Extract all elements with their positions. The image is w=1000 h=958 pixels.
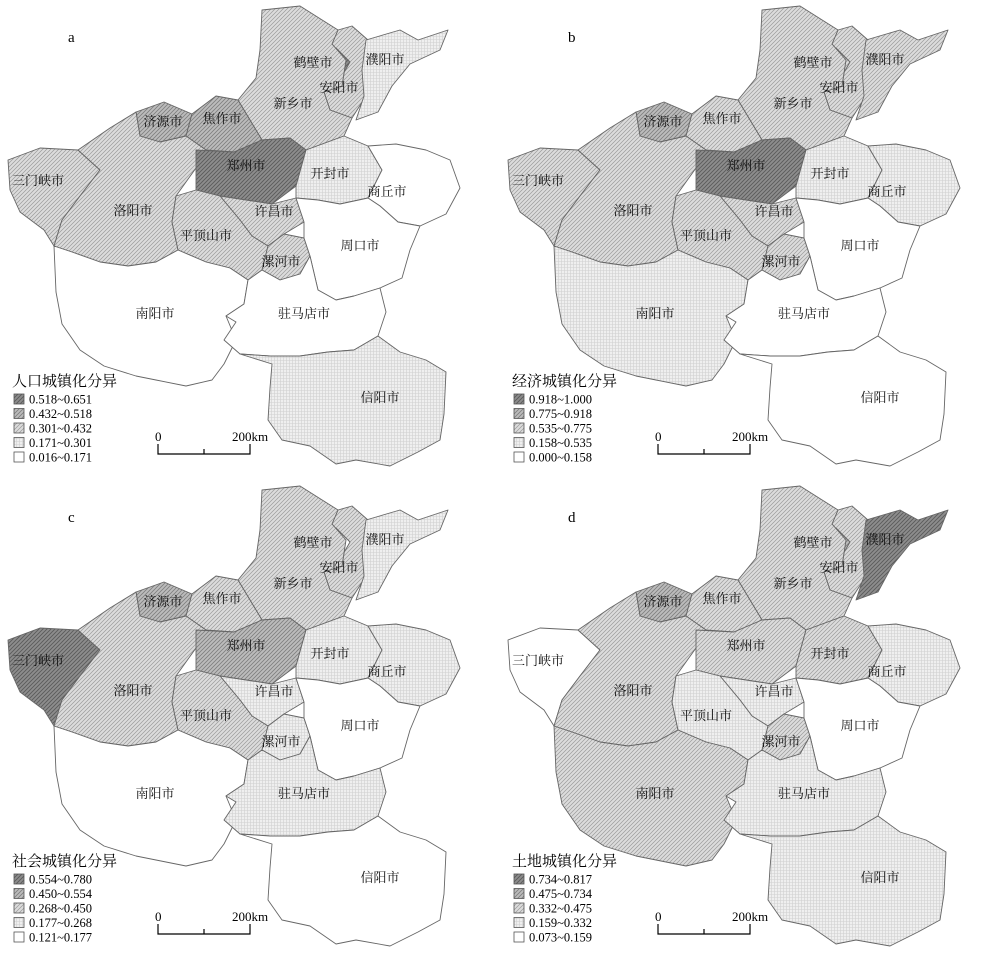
- city-label-anyang: 安阳市: [819, 561, 859, 576]
- city-label-luoyang: 洛阳市: [113, 684, 153, 699]
- legend-label-2: 0.450~0.554: [29, 887, 93, 901]
- city-label-jiyuan: 济源市: [143, 595, 183, 610]
- legend-swatch-1: [514, 394, 524, 404]
- city-label-anyang: 安阳市: [819, 81, 859, 96]
- legend-label-5: 0.073~0.159: [529, 930, 593, 945]
- legend-title: 人口城镇化分异: [12, 372, 118, 390]
- city-label-shangqiu: 商丘市: [367, 665, 407, 680]
- city-label-shangqiu: 商丘市: [867, 665, 907, 680]
- city-label-zhengzhou: 郑州市: [226, 159, 266, 174]
- legend-title: 土地城镇化分异: [512, 852, 618, 870]
- legend-label-4: 0.171~0.301: [29, 436, 93, 450]
- legend: [512, 852, 617, 945]
- map-panel-b: [508, 6, 960, 466]
- city-label-zhengzhou: 郑州市: [726, 159, 766, 174]
- legend-swatch-4: [14, 918, 24, 928]
- city-label-luoyang: 洛阳市: [613, 684, 653, 699]
- legend-label-2: 0.475~0.734: [529, 887, 593, 901]
- legend-swatch-4: [514, 918, 524, 928]
- city-label-pingdingshan: 平顶山市: [179, 709, 233, 724]
- legend-swatch-2: [514, 889, 524, 899]
- legend: [512, 372, 617, 465]
- city-label-anyang: 安阳市: [319, 81, 359, 96]
- city-label-puyang: 濮阳市: [365, 53, 405, 68]
- city-label-xinyang: 信阳市: [860, 871, 900, 886]
- city-label-xinxiang: 新乡市: [773, 577, 813, 592]
- legend-label-5: 0.121~0.177: [29, 930, 93, 945]
- scale-zero-label: 0: [155, 429, 162, 444]
- city-label-hebi: 鹤壁市: [793, 536, 833, 551]
- legend-label-1: 0.518~0.651: [29, 392, 93, 407]
- city-label-zhengzhou: 郑州市: [226, 639, 266, 654]
- legend-swatch-3: [14, 423, 24, 433]
- scale-distance-label: 200km: [232, 909, 269, 924]
- city-label-zhoukou: 周口市: [840, 239, 880, 254]
- panel-letter: c: [68, 510, 75, 526]
- legend-swatch-2: [514, 409, 524, 419]
- legend-swatch-4: [14, 438, 24, 448]
- city-label-jiyuan: 济源市: [643, 115, 683, 130]
- legend-label-4: 0.159~0.332: [529, 916, 593, 930]
- city-label-puyang: 濮阳市: [865, 53, 905, 68]
- legend-label-4: 0.158~0.535: [529, 436, 593, 450]
- city-label-zhoukou: 周口市: [340, 239, 380, 254]
- city-label-anyang: 安阳市: [319, 561, 359, 576]
- legend-swatch-1: [514, 874, 524, 884]
- legend-swatch-1: [14, 394, 24, 404]
- scale-bar: [155, 909, 268, 934]
- legend-swatch-2: [14, 889, 24, 899]
- legend-label-4: 0.177~0.268: [29, 916, 93, 930]
- scale-bar: [155, 429, 268, 454]
- city-label-pingdingshan: 平顶山市: [179, 229, 233, 244]
- legend-title: 社会城镇化分异: [12, 852, 118, 870]
- city-label-luohe: 漯河市: [761, 255, 801, 270]
- city-label-kaifeng: 开封市: [310, 167, 350, 182]
- city-label-sanmenxia: 三门峡市: [11, 654, 65, 669]
- city-label-xinxiang: 新乡市: [273, 577, 313, 592]
- city-label-nanyang: 南阳市: [135, 787, 175, 802]
- city-label-luoyang: 洛阳市: [113, 204, 153, 219]
- city-label-zhumadian: 驻马店市: [777, 787, 831, 802]
- city-label-luoyang: 洛阳市: [613, 204, 653, 219]
- legend-label-2: 0.432~0.518: [29, 407, 93, 421]
- city-label-jiaozuo: 焦作市: [702, 592, 742, 607]
- city-label-jiaozuo: 焦作市: [202, 592, 242, 607]
- legend-label-3: 0.332~0.475: [529, 901, 593, 916]
- city-label-jiyuan: 济源市: [143, 115, 183, 130]
- city-label-xinyang: 信阳市: [860, 391, 900, 406]
- city-label-jiyuan: 济源市: [643, 595, 683, 610]
- city-label-luohe: 漯河市: [261, 735, 301, 750]
- scale-zero-label: 0: [155, 909, 162, 924]
- city-label-shangqiu: 商丘市: [367, 185, 407, 200]
- city-label-jiaozuo: 焦作市: [702, 112, 742, 127]
- legend-title: 经济城镇化分异: [512, 372, 618, 390]
- legend-label-5: 0.000~0.158: [529, 450, 593, 465]
- legend-swatch-5: [14, 452, 24, 462]
- legend-label-3: 0.268~0.450: [29, 901, 93, 916]
- city-label-puyang: 濮阳市: [365, 533, 405, 548]
- map-panel-c: [8, 486, 460, 946]
- city-label-jiaozuo: 焦作市: [202, 112, 242, 127]
- map-panel-d: [508, 486, 960, 946]
- city-label-zhoukou: 周口市: [840, 719, 880, 734]
- legend-swatch-3: [14, 903, 24, 913]
- city-label-xinyang: 信阳市: [360, 871, 400, 886]
- city-label-xuchang: 许昌市: [254, 205, 294, 220]
- legend-label-5: 0.016~0.171: [29, 450, 93, 465]
- city-label-xinyang: 信阳市: [360, 391, 400, 406]
- region-puyang: [356, 30, 448, 120]
- city-label-zhumadian: 驻马店市: [277, 307, 331, 322]
- panel-letter: b: [568, 30, 576, 46]
- city-label-xinxiang: 新乡市: [773, 97, 813, 112]
- city-label-shangqiu: 商丘市: [867, 185, 907, 200]
- city-label-nanyang: 南阳市: [135, 307, 175, 322]
- city-label-hebi: 鹤壁市: [293, 56, 333, 71]
- legend-swatch-3: [514, 903, 524, 913]
- city-label-kaifeng: 开封市: [810, 167, 850, 182]
- scale-distance-label: 200km: [732, 909, 769, 924]
- legend-swatch-4: [514, 438, 524, 448]
- panel-letter: d: [568, 510, 576, 526]
- legend-label-3: 0.301~0.432: [29, 421, 93, 436]
- city-label-luohe: 漯河市: [261, 255, 301, 270]
- city-label-pingdingshan: 平顶山市: [679, 709, 733, 724]
- map-panel-a: [8, 6, 460, 466]
- legend-label-1: 0.554~0.780: [29, 872, 93, 887]
- city-label-luohe: 漯河市: [761, 735, 801, 750]
- city-label-zhengzhou: 郑州市: [726, 639, 766, 654]
- city-label-kaifeng: 开封市: [810, 647, 850, 662]
- legend-swatch-5: [514, 452, 524, 462]
- city-label-hebi: 鹤壁市: [793, 56, 833, 71]
- city-label-nanyang: 南阳市: [635, 787, 675, 802]
- city-label-nanyang: 南阳市: [635, 307, 675, 322]
- legend-label-2: 0.775~0.918: [529, 407, 593, 421]
- city-label-hebi: 鹤壁市: [293, 536, 333, 551]
- legend-label-1: 0.918~1.000: [529, 392, 593, 407]
- legend-swatch-2: [14, 409, 24, 419]
- region-puyang: [356, 510, 448, 600]
- city-label-kaifeng: 开封市: [310, 647, 350, 662]
- legend-swatch-5: [14, 932, 24, 942]
- city-label-zhoukou: 周口市: [340, 719, 380, 734]
- scale-zero-label: 0: [655, 429, 662, 444]
- scale-zero-label: 0: [655, 909, 662, 924]
- legend-label-3: 0.535~0.775: [529, 421, 593, 436]
- region-puyang: [856, 510, 948, 600]
- city-label-sanmenxia: 三门峡市: [511, 174, 565, 189]
- city-label-xuchang: 许昌市: [754, 205, 794, 220]
- city-label-xuchang: 许昌市: [754, 685, 794, 700]
- legend-swatch-1: [14, 874, 24, 884]
- legend: [12, 372, 117, 465]
- panel-letter: a: [68, 30, 75, 46]
- legend: [12, 852, 117, 945]
- legend-swatch-3: [514, 423, 524, 433]
- scale-distance-label: 200km: [232, 429, 269, 444]
- region-puyang: [856, 30, 948, 120]
- city-label-sanmenxia: 三门峡市: [511, 654, 565, 669]
- legend-swatch-5: [514, 932, 524, 942]
- city-label-zhumadian: 驻马店市: [777, 307, 831, 322]
- city-label-zhumadian: 驻马店市: [277, 787, 331, 802]
- city-label-pingdingshan: 平顶山市: [679, 229, 733, 244]
- city-label-xuchang: 许昌市: [254, 685, 294, 700]
- city-label-sanmenxia: 三门峡市: [11, 174, 65, 189]
- scale-bar: [655, 429, 768, 454]
- scale-distance-label: 200km: [732, 429, 769, 444]
- city-label-xinxiang: 新乡市: [273, 97, 313, 112]
- scale-bar: [655, 909, 768, 934]
- legend-label-1: 0.734~0.817: [529, 872, 593, 887]
- city-label-puyang: 濮阳市: [865, 533, 905, 548]
